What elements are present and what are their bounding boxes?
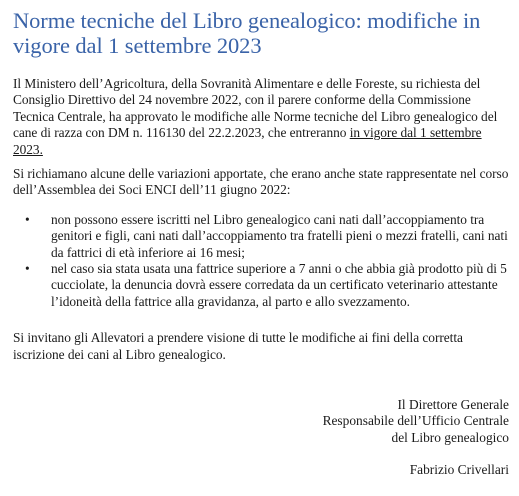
- signature-spacer: [323, 446, 509, 462]
- intro-text: Il Ministero dell’Agricoltura, della Sovranità Alimentare e delle Foreste, su richiesta del Consiglio Direttivo del 24 novembre 2022, con il parere conforme della Commissione Tecnica Centrale, ha approvato le modifiche alle Norme tecniche del Libro genealogico del cane di razza con DM n. 116130 del 22.2.2023, che entreranno: [13, 76, 498, 141]
- page-title: Norme tecniche del Libro genealogico: modifiche in vigore dal 1 settembre 2023: [13, 8, 481, 58]
- list-item: [25, 211, 509, 261]
- effective-date-link[interactable]: in vigore dal 1 settembre 2023.: [13, 125, 482, 157]
- bullet-icon: •: [25, 211, 30, 227]
- signature-office-detail: del Libro genealogico: [391, 429, 509, 445]
- signature-role: Il Direttore Generale: [397, 397, 509, 412]
- list-item: [25, 261, 509, 310]
- intro-paragraph: [13, 76, 509, 158]
- signature-name: Fabrizio Crivellari: [409, 462, 509, 478]
- signature-office: Responsabile dell’Ufficio Centrale: [322, 413, 509, 429]
- closing-paragraph: Si invitano gli Allevatori a prendere visione di tutte le modifiche ai fini della corretta iscrizione dei cani al Libro genealogico.: [13, 330, 463, 362]
- signature-block: [323, 397, 509, 479]
- changes-list: [13, 212, 509, 310]
- list-item-text: non possono essere iscritti nel Libro genealogico cani nati dall’accoppiamento tra genitori e figli, cani nati dall’accoppiamento tra fratelli pieni o mezzi fratelli, cani nati da fattrici di età inferiore ai 16 mesi;: [51, 211, 508, 260]
- changes-intro-paragraph: Si richiamano alcune delle variazioni apportate, che erano anche state rappresentate nel corso dell’Assemblea dei Soci ENCI dell’11 giugno 2022:: [13, 166, 509, 198]
- list-item-text: nel caso sia stata usata una fattrice superiore a 7 anni o che abbia già prodotto più di 5 cucciolate, la denuncia dovrà essere corredata da un certificato veterinario attestante l’idoneità della fattrice alla gravidanza, al parto e allo svezzamento.: [51, 261, 507, 309]
- article: [13, 8, 509, 363]
- bullet-icon: •: [25, 261, 30, 277]
